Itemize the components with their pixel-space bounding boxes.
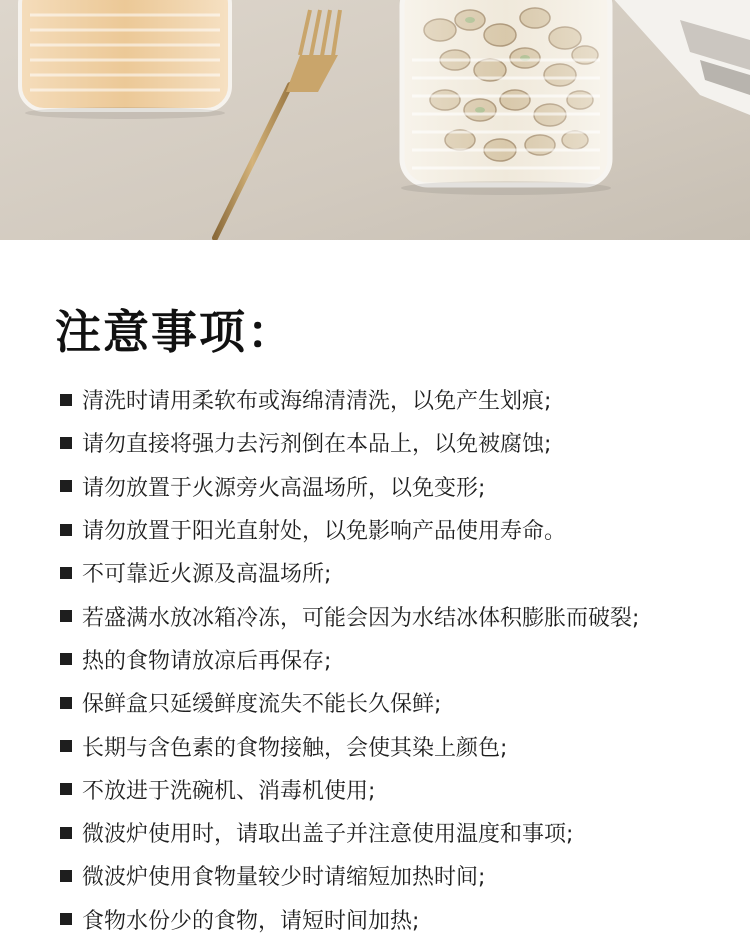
bullet-square-icon — [60, 827, 72, 839]
bullet-square-icon — [60, 437, 72, 449]
bullet-square-icon — [60, 870, 72, 882]
list-item — [60, 768, 740, 811]
list-item-text: 若盛满水放冰箱冷冻，可能会因为水结冰体积膨胀而破裂; — [82, 605, 640, 631]
bullet-square-icon — [60, 480, 72, 492]
bullet-square-icon — [60, 697, 72, 709]
bullet-square-icon — [60, 783, 72, 795]
bullet-square-icon — [60, 524, 72, 536]
list-item — [60, 465, 740, 508]
list-item — [60, 681, 740, 724]
left-jar-image — [20, 0, 230, 119]
notes-title: 注意事项： — [55, 305, 295, 359]
list-item-text: 请勿放置于火源旁火高温场所，以免变形; — [82, 475, 486, 501]
list-item-text: 不可靠近火源及高温场所; — [82, 562, 332, 588]
bullet-square-icon — [60, 567, 72, 579]
list-item — [60, 594, 740, 637]
list-item-text: 食物水份少的食物，请短时间加热; — [82, 908, 420, 934]
list-item-text: 请勿放置于阳光直射处，以免影响产品使用寿命。 — [82, 519, 567, 545]
list-item-text: 请勿直接将强力去污剂倒在本品上，以免被腐蚀; — [82, 432, 552, 458]
hero-product-photo — [0, 0, 750, 240]
list-item — [60, 378, 740, 421]
list-item-text: 清洗时请用柔软布或海绵清清洗，以免产生划痕; — [82, 389, 552, 415]
list-item-text: 热的食物请放凉后再保存; — [82, 648, 332, 674]
list-item — [60, 811, 740, 854]
right-jar-image — [401, 0, 611, 195]
bullet-square-icon — [60, 653, 72, 665]
notes-list — [60, 378, 740, 941]
bullet-square-icon — [60, 740, 72, 752]
list-item-text: 微波炉使用食物量较少时请缩短加热时间; — [82, 865, 486, 891]
bullet-square-icon — [60, 610, 72, 622]
list-item — [60, 638, 740, 681]
list-item — [60, 898, 740, 941]
list-item — [60, 724, 740, 767]
list-item — [60, 508, 740, 551]
list-item — [60, 551, 740, 594]
list-item — [60, 421, 740, 464]
bullet-square-icon — [60, 913, 72, 925]
list-item-text: 保鲜盒只延缓鲜度流失不能长久保鲜; — [82, 692, 442, 718]
list-item-text: 不放进于洗碗机、消毒机使用; — [82, 778, 376, 804]
list-item-text: 长期与含色素的食物接触，会使其染上颜色; — [82, 735, 508, 761]
list-item-text: 微波炉使用时，请取出盖子并注意使用温度和事项; — [82, 822, 574, 848]
bullet-square-icon — [60, 394, 72, 406]
list-item — [60, 854, 740, 897]
